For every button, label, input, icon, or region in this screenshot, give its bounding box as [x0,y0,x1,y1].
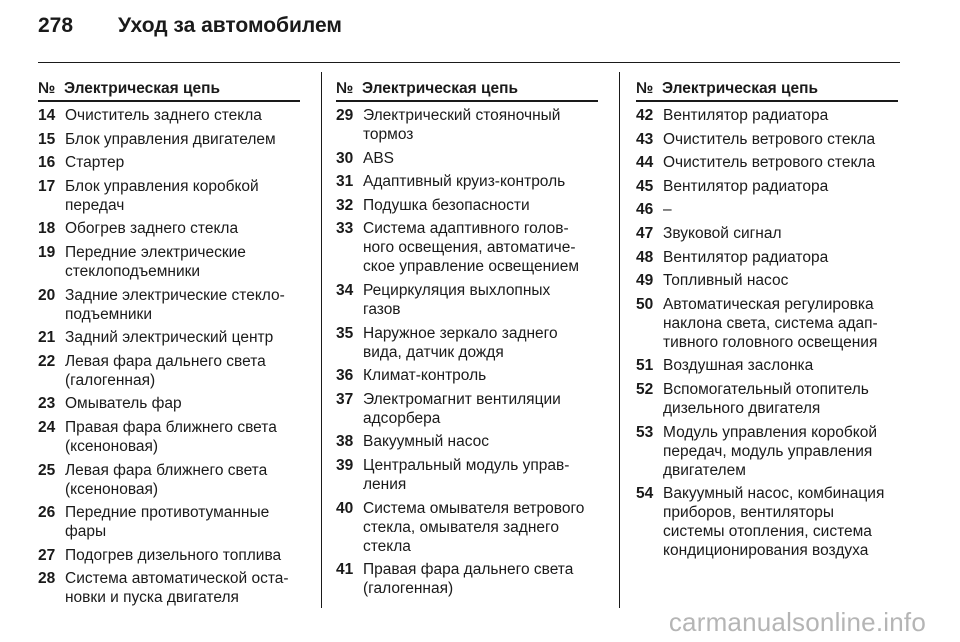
column-header [636,80,898,102]
column-header [336,80,598,102]
fuse-number: 49 [636,272,654,290]
fuse-row [38,153,300,172]
row-list [636,106,898,560]
fuse-number: 46 [636,201,654,219]
circuit-description: Очиститель заднего стекла [65,107,262,124]
circuit-description: Воздушная заслонка [663,357,814,375]
fuse-number: 20 [38,286,56,304]
fuse-row [38,286,300,324]
header-rule [38,62,900,63]
circuit-description: Модуль управления коробкой передач, модуль управления двигателем [663,423,878,479]
circuit-description: – [663,201,672,219]
fuse-number: 39 [336,456,354,474]
fuse-row [636,295,898,352]
fuse-number: 28 [38,570,56,588]
fuse-row [636,248,898,267]
fuse-row [336,106,598,144]
fuse-number: 36 [336,367,354,385]
fuse-number: 27 [38,546,56,564]
fuse-number: 26 [38,504,56,522]
circuit-description: Стартер [65,154,125,172]
fuse-row [336,172,598,191]
fuse-number: 38 [336,433,354,451]
fuse-column-3 [636,80,898,565]
fuse-number: 18 [38,220,56,238]
fuse-row [38,394,300,413]
fuse-row [636,356,898,375]
circuit-description: Вакуумный насос [363,433,490,451]
fuse-row [636,153,898,172]
fuse-row [38,328,300,347]
fuse-number: 48 [636,248,654,266]
circuit-description: Топливный насос [663,272,789,290]
fuse-number: 54 [636,485,654,503]
fuse-row [38,243,300,281]
fuse-row [636,224,898,243]
fuse-number: 25 [38,461,56,479]
fuse-row [636,484,898,560]
fuse-number: 50 [636,295,654,313]
fuse-number: 15 [38,130,56,148]
circuit-description: Вентилятор радиатора [663,248,829,266]
fuse-number: 52 [636,380,654,398]
circuit-description: Наружное зеркало заднего вида, датчик дождя [363,324,558,361]
fuse-number: 24 [38,418,56,436]
fuse-number: 31 [336,173,354,191]
fuse-number: 43 [636,130,654,148]
circuit-description: Электрический стояночный тормоз [363,107,561,143]
fuse-number: 53 [636,423,654,441]
fuse-number: 40 [336,499,354,517]
circuit-description: Обогрев заднего стекла [65,220,239,238]
fuse-row [336,219,598,276]
circuit-description: Очиститель ветрового стекла [663,130,876,148]
circuit-description: Система автоматической оста- новки и пуска двигателя [65,570,289,607]
fuse-column-2 [336,80,598,603]
fuse-row [38,461,300,499]
circuit-description: Вентилятор радиатора [663,177,829,195]
fuse-row [336,366,598,385]
circuit-description: Блок управления двигателем [65,130,276,148]
circuit-description: Передние электрические стеклоподъемники [65,243,246,280]
number-header: № [636,80,654,97]
page-title: Уход за автомобилем [118,14,342,37]
fuse-number: 29 [336,107,354,124]
circuit-description: Подушка безопасности [363,196,530,214]
fuse-row [336,560,598,598]
circuit-description: Блок управления коробкой передач [65,177,259,214]
page-number: 278 [38,14,74,37]
number-header: № [38,80,56,97]
circuit-description: Омыватель фар [65,395,182,413]
fuse-number: 34 [336,281,354,299]
fuse-number: 19 [38,243,56,261]
circuit-description: ABS [363,149,395,167]
fuse-row [636,271,898,290]
fuse-number: 33 [336,220,354,238]
circuit-header: Электрическая цепь [64,80,221,97]
fuse-number: 35 [336,324,354,342]
circuit-description: Центральный модуль управ- ления [363,456,570,493]
circuit-description: Подогрев дизельного топлива [65,546,282,564]
fuse-row [336,499,598,556]
circuit-description: Вспомогательный отопитель дизельного двигателя [663,380,869,417]
circuit-description: Электромагнит вентиляции адсорбера [363,390,561,427]
fuse-row [636,200,898,219]
row-list [38,106,300,607]
fuse-row [336,149,598,168]
watermark: carmanualsonline.info [668,607,926,637]
fuse-number: 22 [38,352,56,370]
fuse-row [636,106,898,125]
fuse-row [336,390,598,428]
fuse-row [636,423,898,480]
fuse-row [38,219,300,238]
fuse-row [38,352,300,390]
fuse-number: 17 [38,177,56,195]
fuse-row [636,380,898,418]
circuit-description: Система омывателя ветрового стекла, омывателя заднего стекла [363,499,585,555]
fuse-number: 51 [636,357,654,375]
fuse-row [336,196,598,215]
column-divider [619,72,620,608]
fuse-row [336,456,598,494]
fuse-row [336,432,598,451]
fuse-number: 21 [38,329,56,347]
fuse-number: 47 [636,224,654,242]
circuit-description: Очиститель ветрового стекла [663,154,876,172]
fuse-row [336,281,598,319]
row-list [336,106,598,598]
circuit-description: Правая фара ближнего света (ксеноновая) [65,418,277,455]
fuse-number: 14 [38,107,56,124]
number-header: № [336,80,354,97]
circuit-description: Задний электрический центр [65,329,274,347]
fuse-number: 32 [336,196,354,214]
circuit-description: Левая фара дальнего света (галогенная) [65,352,266,389]
circuit-header: Электрическая цепь [662,80,819,97]
fuse-row [336,324,598,362]
circuit-description: Адаптивный круиз-контроль [363,173,566,191]
fuse-column-1 [38,80,300,612]
fuse-row [38,569,300,607]
fuse-number: 42 [636,107,654,124]
fuse-number: 41 [336,561,354,579]
fuse-row [38,130,300,149]
circuit-description: Вакуумный насос, комбинация приборов, вентиляторы системы отопления, система кондиционирования воздуха [663,485,885,560]
fuse-row [636,130,898,149]
column-header [38,80,300,102]
circuit-description: Рециркуляция выхлопных газов [363,281,551,318]
fuse-number: 44 [636,154,654,172]
fuse-row [38,106,300,125]
page-header [38,14,342,38]
fuse-row [38,177,300,215]
fuse-number: 30 [336,149,354,167]
fuse-row [38,546,300,565]
circuit-header: Электрическая цепь [362,80,519,97]
fuse-number: 37 [336,390,354,408]
circuit-description: Правая фара дальнего света (галогенная) [363,561,574,598]
fuse-row [636,177,898,196]
circuit-description: Задние электрические стекло- подъемники [65,286,285,323]
circuit-description: Автоматическая регулировка наклона света, система адап- тивного головного освещения [663,295,878,351]
circuit-description: Левая фара ближнего света (ксеноновая) [65,461,268,498]
circuit-description: Вентилятор радиатора [663,107,829,124]
fuse-number: 45 [636,177,654,195]
fuse-number: 16 [38,154,56,172]
column-divider [321,72,322,608]
fuse-number: 23 [38,395,56,413]
fuse-row [38,503,300,541]
circuit-description: Звуковой сигнал [663,224,782,242]
circuit-description: Климат-контроль [363,367,487,385]
circuit-description: Передние противотуманные фары [65,504,270,541]
circuit-description: Система адаптивного голов- ного освещения, автоматиче- ское управление освещением [363,220,580,276]
fuse-row [38,418,300,456]
